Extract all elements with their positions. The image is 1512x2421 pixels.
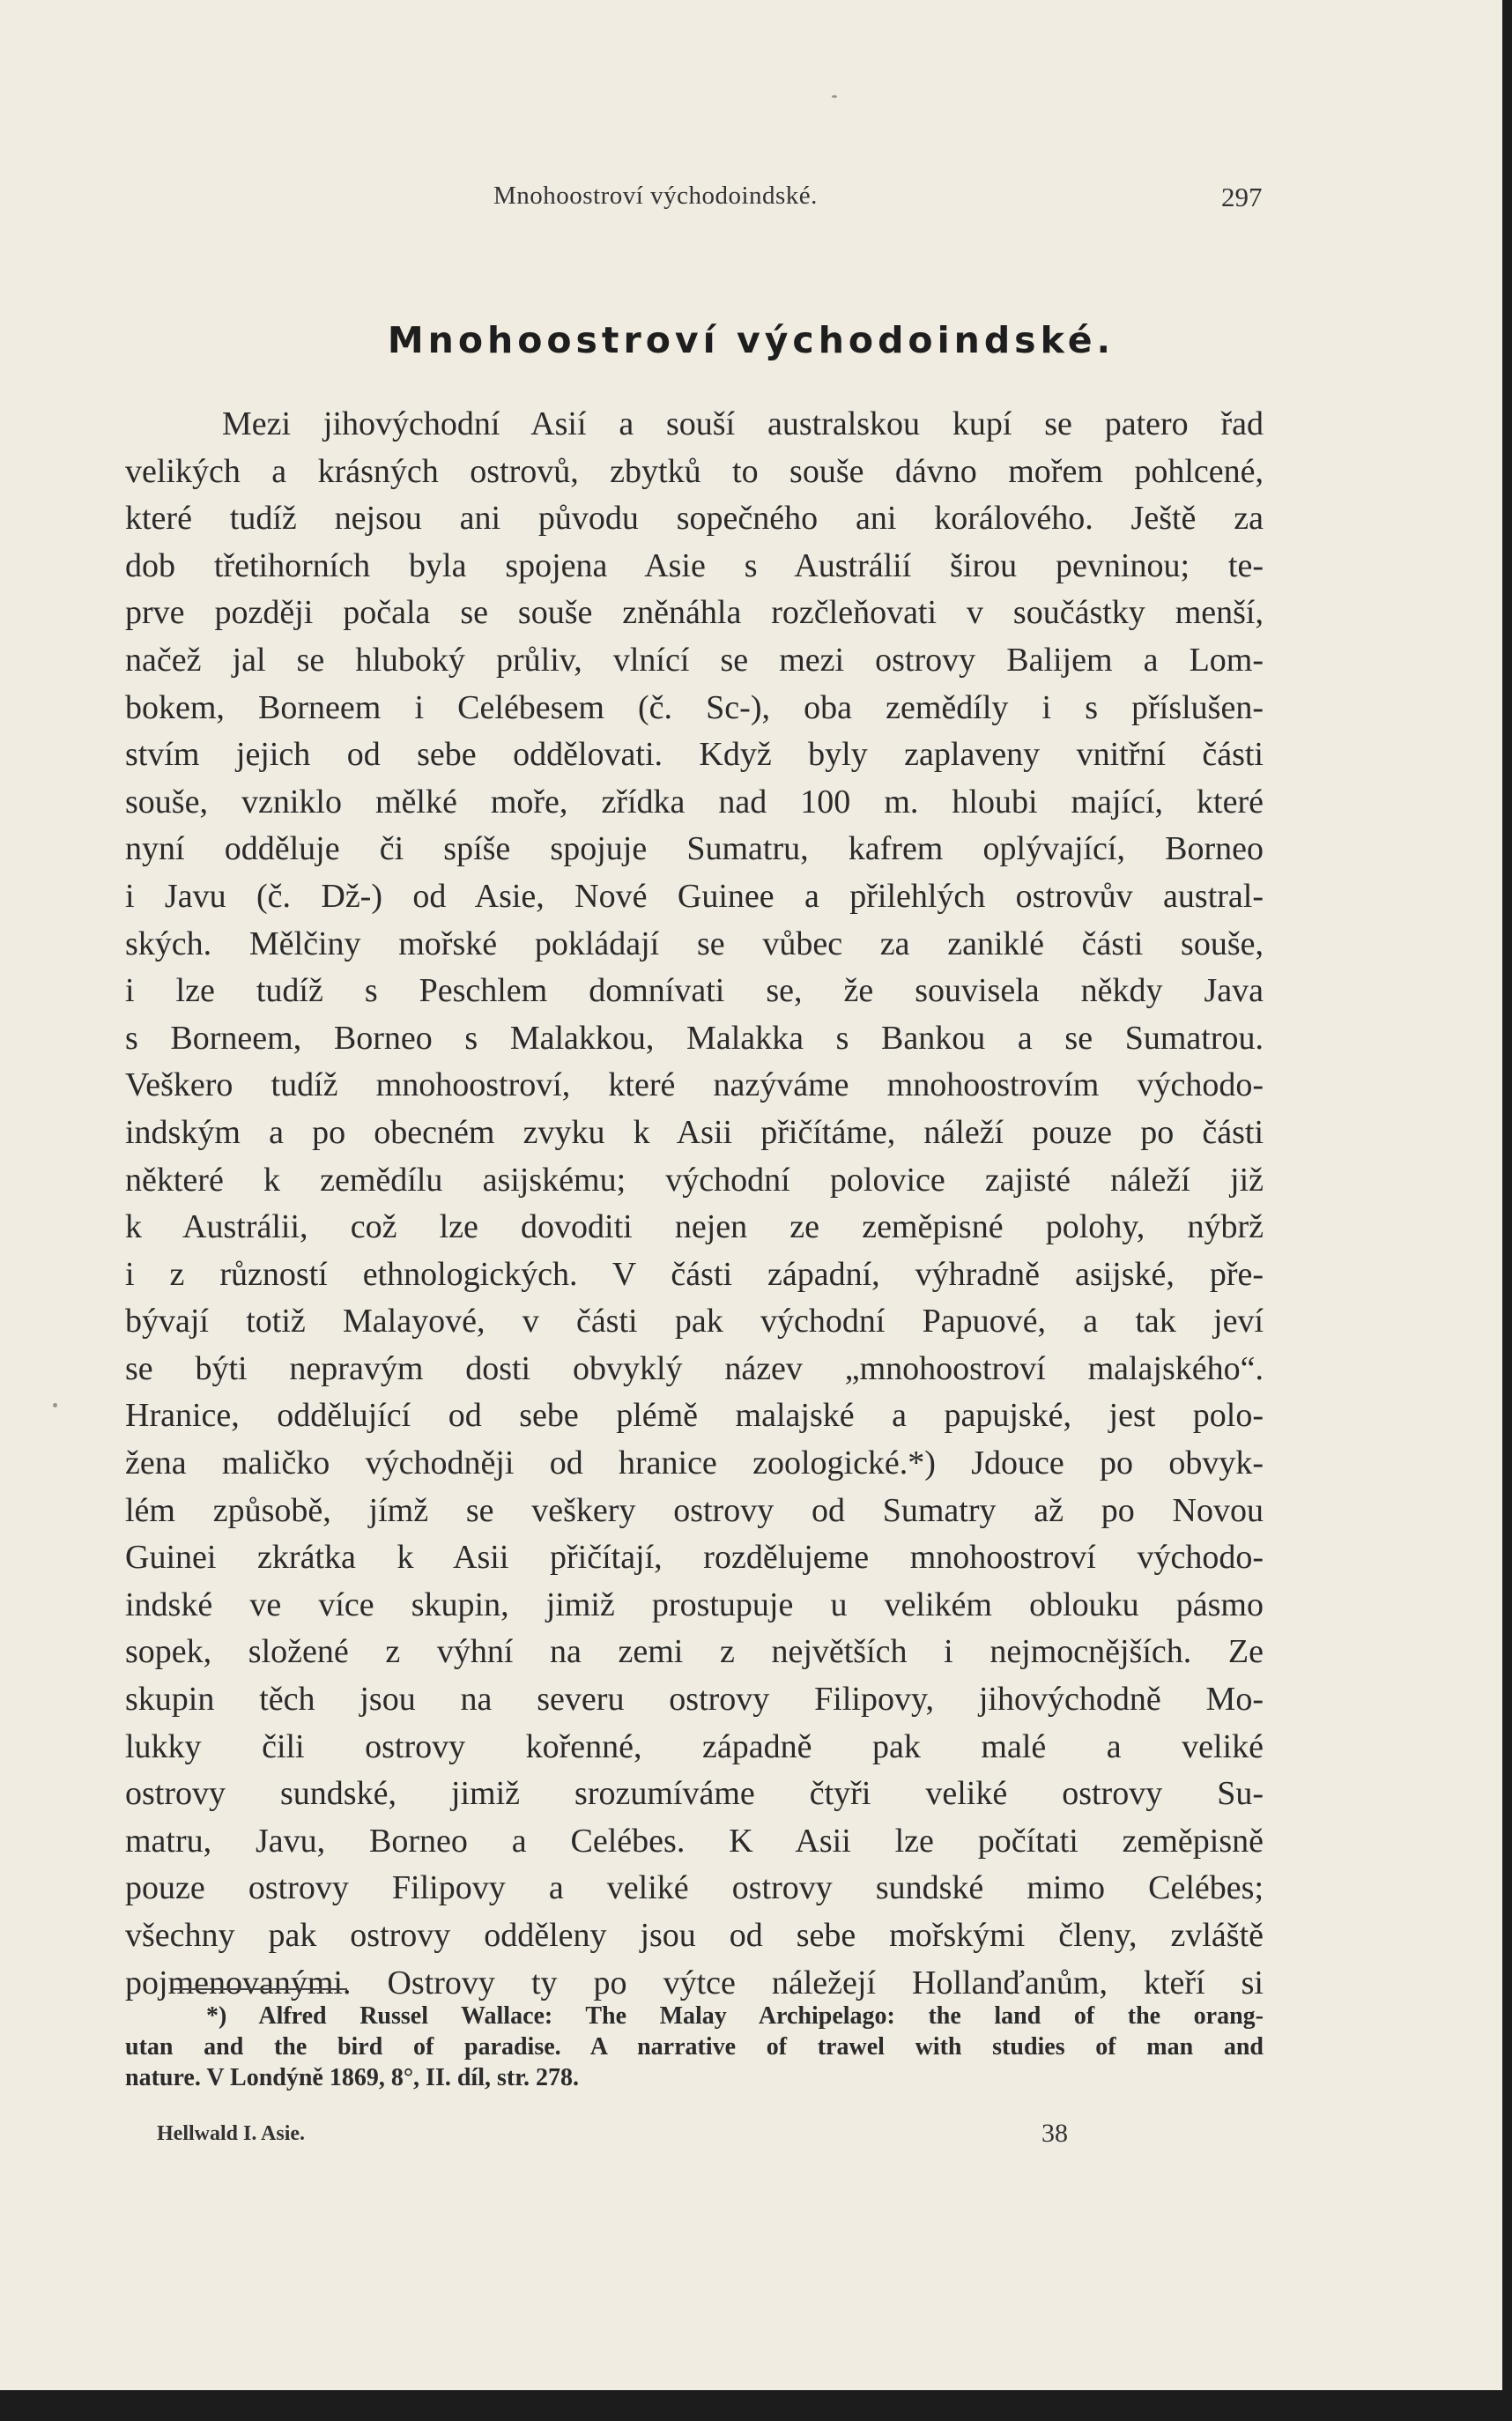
- footnote-line: nature. V Londýně 1869, 8°, II. díl, str. 278.: [125, 2064, 580, 2091]
- text-line: i z růzností ethnologických. V části západní, výhradně asijské, pře-: [125, 1255, 1264, 1293]
- text-line: skupin těch jsou na severu ostrovy Filipovy, jihovýchodně Mo-: [125, 1681, 1264, 1719]
- text-line: Veškero tudíž mnohoostroví, které nazýváme mnohoostrovím východo-: [125, 1066, 1264, 1104]
- text-line: bokem, Borneem i Celébesem (č. Sc-), oba zemědíly i s příslušen-: [125, 688, 1264, 726]
- text-line: které tudíž nejsou ani původu sopečného ani korálového. Ještě za: [125, 500, 1264, 538]
- text-line: sopek, složené z výhní na zemi z největších i nejmocnějších. Ze: [125, 1633, 1264, 1671]
- text-line: všechny pak ostrovy odděleny jsou od sebe mořskými členy, zvláště: [125, 1917, 1264, 1954]
- text-line: indské ve více skupin, jimiž prostupuje u velikém oblouku pásmo: [125, 1586, 1264, 1623]
- text-line: Hranice, oddělující od sebe plémě malajské a papujské, jest polo-: [125, 1397, 1264, 1435]
- text-line: lukky čili ostrovy kořenné, západně pak malé a veliké: [125, 1727, 1264, 1765]
- chapter-title: Mnohoostroví východoindské.: [387, 319, 1115, 361]
- paper-speck: [53, 1403, 57, 1407]
- footnote: [125, 2001, 1264, 2093]
- text-line: indským a po obecném zvyku k Asii přičítáme, náleží pouze po části: [125, 1113, 1264, 1151]
- text-line: načež jal se hluboký průliv, vlnící se mezi ostrovy Balijem a Lom-: [125, 641, 1264, 679]
- running-title: Mnohoostroví východoindské.: [493, 182, 818, 210]
- signature-number: 38: [1041, 2119, 1068, 2148]
- text-line: dob třetihorních byla spojena Asie s Austrálií širou pevninou; te-: [125, 546, 1264, 584]
- text-line: lém způsobě, jímž se veškery ostrovy od Sumatry až po Novou: [125, 1491, 1264, 1529]
- printer-signature: Hellwald I. Asie.: [157, 2122, 306, 2145]
- text-line: některé k zemědílu asijskému; východní polovice zajisté náleží již: [125, 1161, 1264, 1199]
- text-line: prve později počala se souše zněnáhla rozčleňovati v součástky menší,: [125, 594, 1264, 632]
- text-line: i lze tudíž s Peschlem domnívati se, že souvisela někdy Java: [125, 972, 1264, 1010]
- paper-speck: [832, 95, 837, 98]
- text-line: i Javu (č. Dž-) od Asie, Nové Guinee a přilehlých ostrovův austral-: [125, 877, 1264, 915]
- footnote-rule: [173, 1988, 347, 1990]
- text-line: matru, Javu, Borneo a Celébes. K Asii lze počítati zeměpisně: [125, 1822, 1264, 1860]
- body-text: [125, 401, 1264, 2007]
- footnote-line: utan and the bird of paradise. A narrative of trawel with studies of man and: [125, 2033, 1264, 2061]
- text-line: nyní odděluje či spíše spojuje Sumatru, kafrem oplývající, Borneo: [125, 830, 1264, 868]
- running-head: [0, 182, 1502, 217]
- text-line: stvím jejich od sebe oddělovati. Když byly zaplaveny vnitřní části: [125, 736, 1264, 774]
- text-line: velikých a krásných ostrovů, zbytků to souše dávno mořem pohlcené,: [125, 452, 1264, 490]
- text-line: souše, vzniklo mělké moře, zřídka nad 100 m. hloubi mající, které: [125, 783, 1264, 821]
- text-line: pouze ostrovy Filipovy a veliké ostrovy sundské mimo Celébes;: [125, 1869, 1264, 1907]
- text-line: bývají totiž Malayové, v části pak východní Papuové, a tak jeví: [125, 1303, 1264, 1340]
- text-line: s Borneem, Borneo s Malakkou, Malakka s Bankou a se Sumatrou.: [125, 1019, 1264, 1057]
- text-line: k Austrálii, což lze dovoditi nejen ze zeměpisné polohy, nýbrž: [125, 1208, 1264, 1246]
- text-line: žena maličko východněji od hranice zoologické.*) Jdouce po obvyk-: [125, 1444, 1264, 1482]
- text-line: ských. Mělčiny mořské pokládají se vůbec za zaniklé části souše,: [125, 925, 1264, 962]
- text-line: pojmenovanými. Ostrovy ty po výtce náležejí Hollanďanům, kteří si: [125, 1964, 1264, 2001]
- footnote-line: *) Alfred Russel Wallace: The Malay Archipelago: the land of the orang-: [206, 2002, 1264, 2030]
- text-line: Guinei zkrátka k Asii přičítají, rozdělujeme mnohoostroví východo-: [125, 1539, 1264, 1577]
- text-line: ostrovy sundské, jimiž srozumíváme čtyři veliké ostrovy Su-: [125, 1775, 1264, 1813]
- text-line: Mezi jihovýchodní Asií a souší australskou kupí se patero řad: [222, 405, 1264, 442]
- text-line: se býti nepravým dosti obvyklý název „mnohoostroví malajského“.: [125, 1349, 1264, 1387]
- page-number: 297: [1221, 182, 1263, 212]
